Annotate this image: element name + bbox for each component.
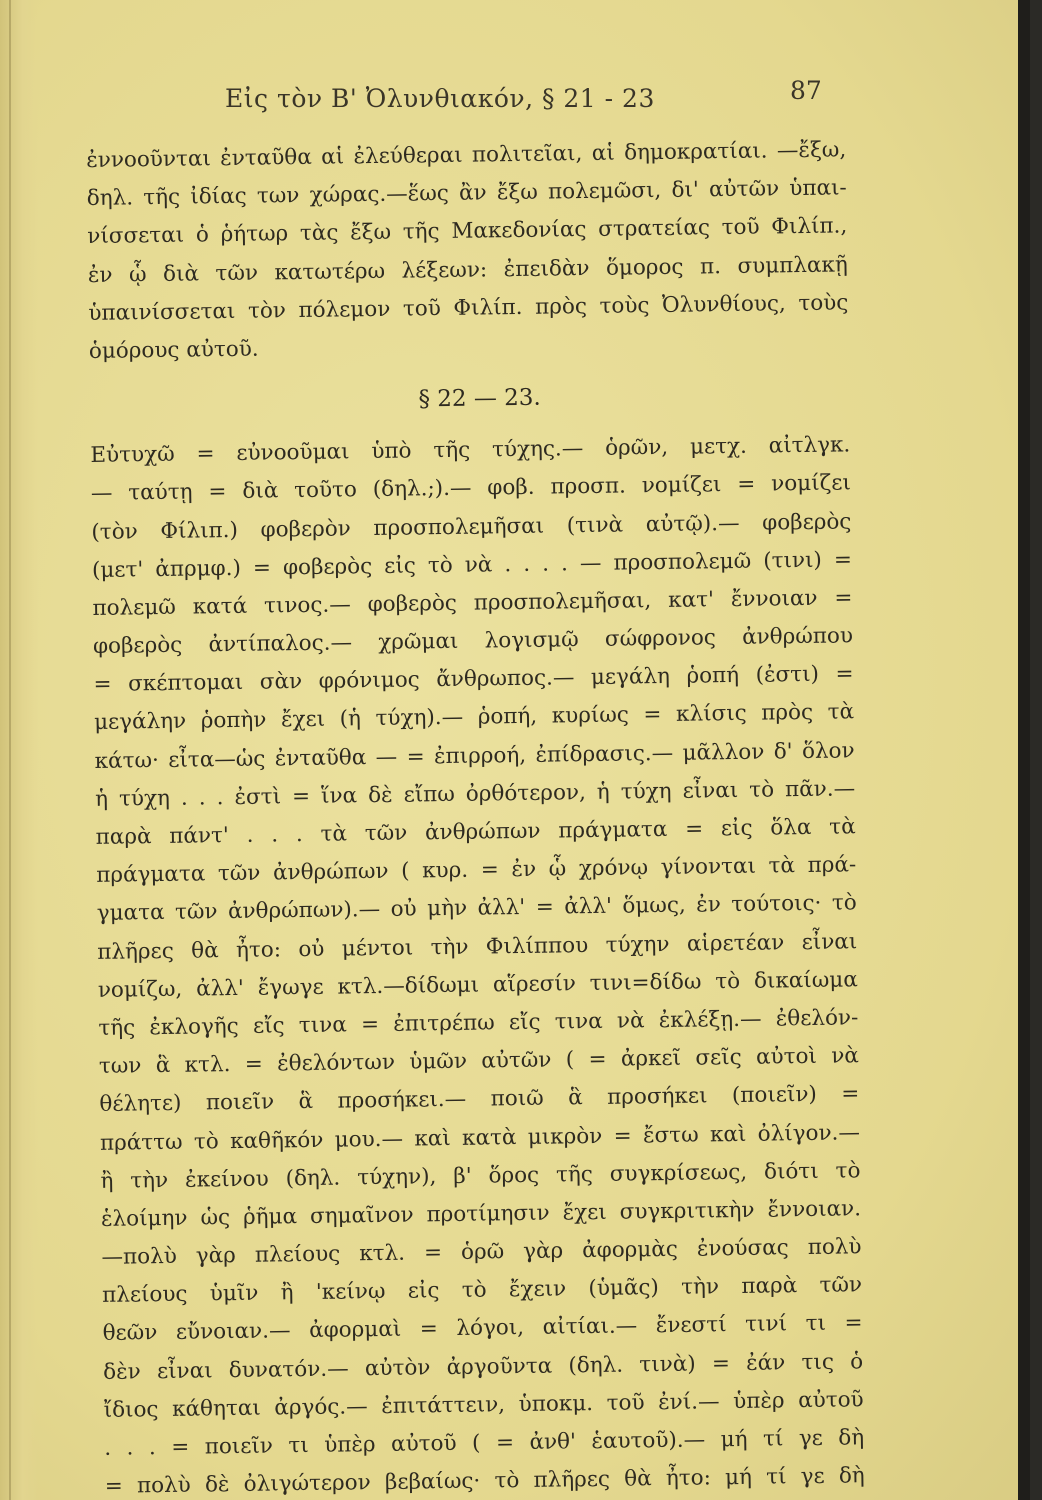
page-gutter <box>0 0 38 1500</box>
text-line: γματα τῶν ἀνθρώπων).— οὐ μὴν ἀλλ' = ἀλλ' ὅμως, ἐν τούτοις· τὸ <box>96 890 857 927</box>
text-line: ὑπαινίσσεται τὸν πόλεμον τοῦ Φιλίπ. πρὸς τοὺς Ὀλυνθίους, τοὺς <box>88 290 849 326</box>
text-line: — ταύτῃ = διὰ τοῦτο (δηλ.;).— φοβ. προσπ. νομίζει = νομίζει <box>90 470 852 507</box>
text-line: . . . = ποιεῖν τι ὑπὲρ αὐτοῦ ( = ἀνθ' ἑαυτοῦ).— μή τί γε δὴ <box>104 1425 865 1461</box>
text-line: θεῶν εὔνοιαν.— ἀφορμαὶ = λόγοι, αἰτίαι.— ἔνεστί τινί τι = <box>102 1310 863 1347</box>
text-line: ἑλοίμην ὡς ῥῆμα σημαῖνον προτίμησιν ἔχει συγκριτικὴν ἔννοιαν. <box>100 1196 862 1232</box>
text-line: μεγάλην ῥοπὴν ἔχει (ἡ τύχη).— ῥοπή, κυρίως = κλίσις πρὸς τὰ <box>93 699 855 736</box>
running-head: Εἰς τὸν Β' Ὀλυνθιακόν, § 21 - 23 <box>225 84 655 113</box>
text-line: ἴδιος κάθηται ἀργός.— ἐπιτάττειν, ὑποκμ. τοῦ ἐνί.— ὑπὲρ αὐτοῦ <box>103 1387 864 1423</box>
text-line: ἐν ᾧ διὰ τῶν κατωτέρω λέξεων: ἐπειδὰν ὅμορος π. συμπλακῇ <box>87 251 848 288</box>
page-edge <box>1018 0 1030 1500</box>
text-line: ἡ τύχη . . . ἐστὶ = ἵνα δὲ εἴπω ὀρθότερον, ἡ τύχη εἶναι τὸ πᾶν.— <box>95 776 856 812</box>
text-line: (τὸν Φίλιπ.) φοβερὸν προσπολεμῆσαι (τινὰ αὐτῷ).— φοβερὸς <box>91 508 852 545</box>
text-line: φοβερὸς ἀντίπαλος.— χρῶμαι λογισμῷ σώφρονος ἀνθρώπου <box>92 623 854 660</box>
text-line: πράγματα τῶν ἀνθρώπων ( κυρ. = ἐν ᾧ χρόνῳ γίνονται τὰ πρά- <box>96 852 857 889</box>
paragraph-commentary <box>90 426 865 1500</box>
text-line: των ἃ κτλ. = ἐθελόντων ὑμῶν αὐτῶν ( = ἀρκεῖ σεῖς αὐτοὶ νὰ <box>98 1043 860 1080</box>
text-line: δηλ. τῆς ἰδίας των χώρας.—ἕως ἂν ἔξω πολεμῶσι, δι' αὐτῶν ὑπαι- <box>86 175 847 212</box>
page-number: 87 <box>790 76 822 105</box>
text-line: πολεμῶ κατά τινος.— φοβερὸς προσπολεμῆσαι, κατ' ἔννοιαν = <box>92 585 853 621</box>
text-line: (μετ' ἀπρμφ.) = φοβερὸς εἰς τὸ νὰ . . . . — προσπολεμῶ (τινι) = <box>91 547 853 583</box>
text-block <box>86 131 865 1500</box>
text-line: —πολὺ γὰρ πλείους κτλ. = ὁρῶ γὰρ ἀφορμὰς ἐνούσας πολὺ <box>101 1234 862 1270</box>
text-line: ὁμόρους αὐτοῦ. <box>88 336 259 364</box>
binding-line <box>9 0 11 1500</box>
text-line: νομίζω, ἀλλ' ἔγωγε κτλ.—δίδωμι αἵρεσίν τινι=δίδω τὸ δικαίωμα <box>97 967 858 1003</box>
text-line: Εὐτυχῶ = εὐνοοῦμαι ὑπὸ τῆς τύχης.— ὁρῶν, μετχ. αἰτλγκ. <box>90 432 851 469</box>
text-line: = πολὺ δὲ ὀλιγώτερον βεβαίως· τὸ πλῆρες θὰ ἦτο: μή τί γε δὴ <box>104 1463 865 1500</box>
text-line: πλείους ὑμῖν ἢ 'κείνῳ εἰς τὸ ἔχειν (ὑμᾶς) τὴν παρὰ τῶν <box>101 1272 863 1309</box>
text-line: θέλητε) ποιεῖν ἃ προσήκει.— ποιῶ ἃ προσήκει (ποιεῖν) = <box>99 1081 860 1118</box>
text-line: πράττω τὸ καθῆκόν μου.— καὶ κατὰ μικρὸν = ἔστω καὶ ὀλίγον.— <box>99 1119 861 1156</box>
text-line: ἢ τὴν ἐκείνου (δηλ. τύχην), β' ὅρος τῆς συγκρίσεως, διότι τὸ <box>100 1157 861 1194</box>
text-line: τῆς ἐκλογῆς εἴς τινα = ἐπιτρέπω εἴς τινα νὰ ἐκλέξῃ.— ἐθελόν- <box>98 1005 859 1041</box>
text-line: = σκέπτομαι σὰν φρόνιμος ἄνθρωπος.— μεγάλη ῥοπή (ἐστι) = <box>93 661 854 698</box>
paragraph-intro <box>86 131 849 371</box>
text-line: ἐννοοῦνται ἐνταῦθα αἱ ἐλεύθεραι πολιτεῖαι, αἱ δημοκρατίαι. —ἔξω, <box>86 137 847 173</box>
section-heading: § 22 — 23. <box>418 384 541 413</box>
text-line: πλῆρες θὰ ἦτο: οὐ μέντοι τὴν Φιλίππου τύχην αἱρετέαν εἶναι <box>97 928 858 965</box>
text-line: δὲν εἶναι δυνατόν.— αὐτὸν ἀργοῦντα (δηλ. τινὰ) = ἐάν τις ὁ <box>103 1348 864 1385</box>
text-line: κάτω· εἶτα—ὡς ἐνταῦθα — = ἐπιρροή, ἐπίδρασις.— μᾶλλον δ' ὅλον <box>94 737 855 774</box>
text-line: παρὰ πάντ' . . . τὰ τῶν ἀνθρώπων πράγματα = εἰς ὅλα τὰ <box>95 814 856 850</box>
text-line: νίσσεται ὁ ῥήτωρ τὰς ἔξω τῆς Μακεδονίας στρατείας τοῦ Φιλίπ., <box>87 213 848 250</box>
